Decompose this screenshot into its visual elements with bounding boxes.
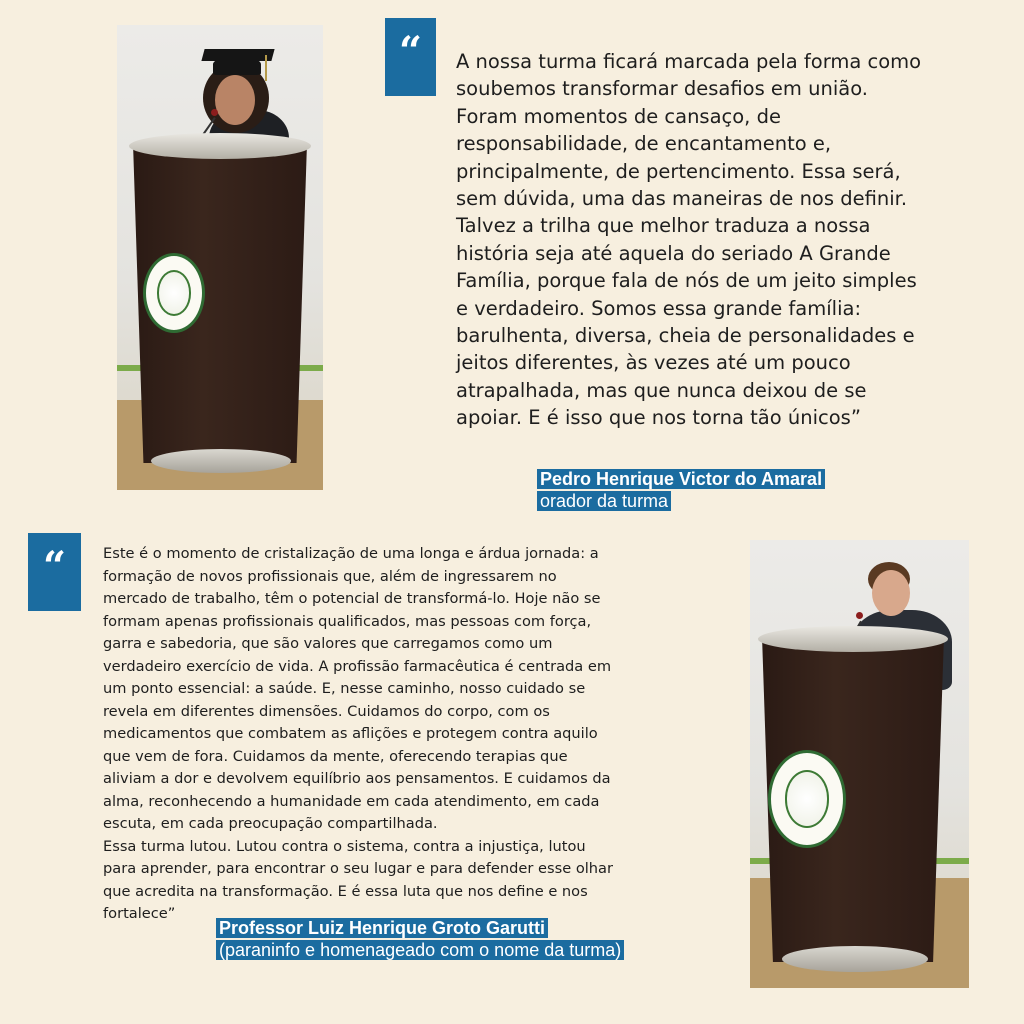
microphone-head	[856, 612, 863, 619]
photo-professor-speaker	[750, 540, 969, 988]
speaker-attribution	[537, 468, 877, 512]
university-seal	[143, 253, 205, 333]
speaker-role: (paraninfo e homenageado com o nome da turma)	[216, 940, 624, 960]
photo-graduate-speaker	[117, 25, 323, 490]
podium-base	[782, 946, 928, 972]
graduation-cap-board	[201, 49, 274, 61]
speaker-role: orador da turma	[537, 491, 671, 511]
speaker-attribution	[216, 917, 636, 961]
cap-tassel	[265, 55, 267, 81]
speaker-name: Pedro Henrique Victor do Amaral	[537, 469, 825, 489]
quote-text: Este é o momento de cristalização de uma longa e árdua jornada: a formação de novos profissionais que, além de ingressarem no mercado de trabalho, têm o potencial de transformá-lo. Hoje não se formam apenas profissionais qualificados, mas pessoas com força, garra e sabedoria, que são valores que carregamos como um verdadeiro exercício de vida. A profissão farmacêutica é centrada em um ponto essencial: a saúde. E, nesse caminho, nosso cuidado se revela em diferentes dimensões. Cuidamos do corpo, com os medicamentos que combatem as aflições e protegem contra aquilo que vem de fora. Cuidamos da mente, oferecendo terapias que aliviam a dor e devolvem equilíbrio aos pensamentos. E cuidamos da alma, reconhecendo a humanidade em cada atendimento, em cada escuta, em cada preocupação compartilhada. Essa turma lutou. Lutou contra o sistema, contra a injustiça, lutou para aprender, para encontrar o seu lugar e para defender esse olhar que acredita na transformação. E é essa luta que nos define e nos fortalece”	[103, 545, 614, 922]
quote-text: A nossa turma ficará marcada pela forma como soubemos transformar desafios em união. Foram momentos de cansaço, de responsabilidade, de encantamento e, principalmente, de pertencimento. Essa será, sem dúvida, uma das maneiras de nos definir. Talvez a trilha que melhor traduza a nossa história seja até aquela do seriado A Grande Família, porque fala de nós de um jeito simples e verdadeiro. Somos essa grande família: barulhenta, diversa, cheia de personalidades e jeitos diferentes, às vezes até um pouco atrapalhada, mas que nunca deixou de se apoiar. E é isso que nos torna tão únicos”	[456, 50, 922, 430]
quote-mark-icon: “	[28, 533, 81, 611]
quote-mark-icon: “	[385, 18, 436, 96]
speaker-head	[215, 75, 255, 125]
speaker-name: Professor Luiz Henrique Groto Garutti	[216, 918, 548, 938]
podium-rim	[758, 626, 948, 652]
microphone-head	[211, 109, 218, 116]
podium-base	[151, 449, 291, 473]
university-seal	[768, 750, 846, 848]
podium-rim	[129, 133, 311, 159]
speaker-head	[872, 570, 910, 616]
